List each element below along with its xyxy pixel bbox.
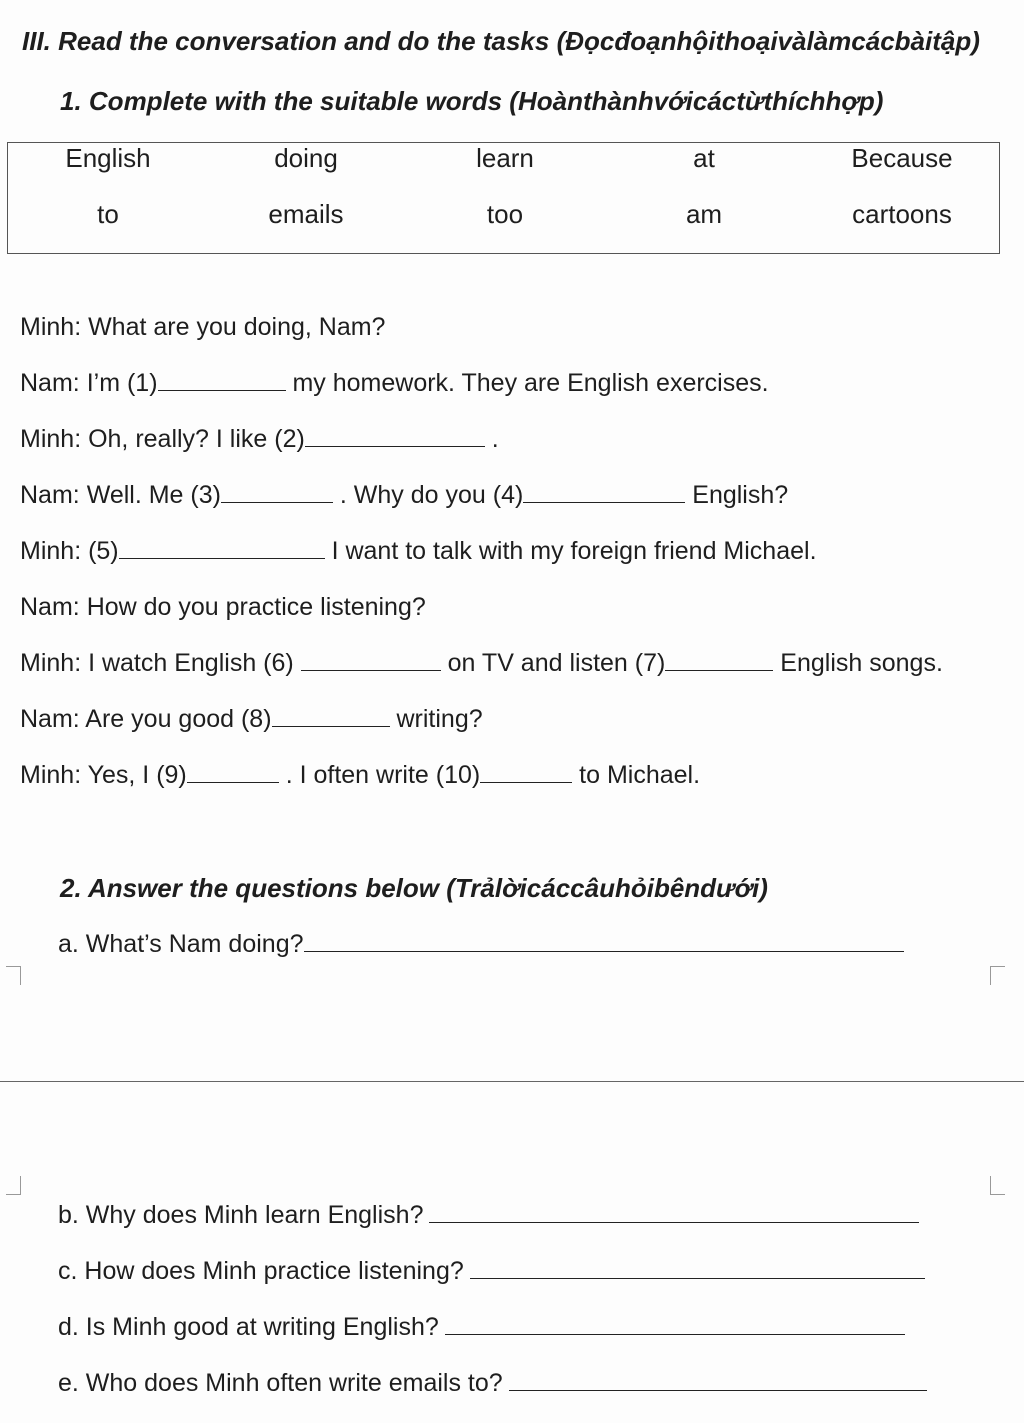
crop-mark — [6, 1176, 21, 1195]
blank-2[interactable] — [305, 426, 485, 447]
dialogue-line-1 — [20, 313, 385, 342]
dialogue-text: : Well. Me (3) — [72, 481, 221, 509]
speaker-name: Minh — [20, 425, 75, 453]
question-d — [58, 1313, 905, 1342]
speaker-name: Nam — [20, 705, 73, 733]
word-bank-item: too — [486, 199, 524, 229]
question-text: e. Who does Minh often write emails to? — [58, 1369, 503, 1397]
dialogue-text: : I’m (1) — [72, 369, 158, 397]
word-bank-item: cartoons — [852, 199, 952, 229]
question-a — [58, 930, 904, 959]
dialogue-line-7 — [20, 649, 943, 678]
word-bank-item: Because — [851, 143, 953, 173]
dialogue-text: English? — [685, 481, 789, 509]
speaker-name: Minh — [20, 313, 75, 341]
blank-7[interactable] — [665, 650, 773, 671]
dialogue-text: English songs. — [773, 649, 943, 677]
word-bank-item: English — [65, 143, 151, 173]
dialogue-text: . — [484, 425, 499, 453]
answer-line-a[interactable] — [304, 931, 904, 952]
question-text: d. Is Minh good at writing English? — [58, 1313, 439, 1341]
dialogue-line-4 — [20, 481, 788, 510]
question-c — [58, 1257, 925, 1286]
blank-5[interactable] — [119, 538, 325, 559]
dialogue-text: I want to talk with my foreign friend Michael. — [324, 537, 817, 565]
question-e — [58, 1369, 927, 1398]
dialogue-text: my homework. They are English exercises. — [285, 369, 769, 397]
dialogue-line-5 — [20, 537, 817, 566]
dialogue-text: : (5) — [74, 537, 119, 565]
crop-mark — [990, 966, 1005, 985]
question-b — [58, 1201, 919, 1230]
answer-line-c[interactable] — [470, 1258, 925, 1279]
speaker-name: Minh — [20, 761, 75, 789]
dialogue-line-8 — [20, 705, 483, 734]
page-divider — [0, 1081, 1024, 1082]
word-bank-item: am — [685, 199, 723, 229]
blank-9[interactable] — [187, 762, 279, 783]
task2-title: 2. Answer the questions below (Trảlờicáccâuhỏibêndưới) — [60, 873, 768, 903]
speaker-name: Nam — [20, 593, 73, 621]
crop-mark — [6, 966, 21, 985]
word-bank-item: doing — [274, 143, 338, 173]
blank-1[interactable] — [158, 370, 286, 391]
dialogue-text: writing? — [389, 705, 483, 733]
dialogue-line-6 — [20, 593, 426, 622]
speaker-name: Minh — [20, 649, 75, 677]
dialogue-text: . I often write (10) — [278, 761, 481, 789]
word-bank-item: emails — [268, 199, 344, 229]
answer-line-b[interactable] — [429, 1202, 919, 1223]
answer-line-d[interactable] — [445, 1314, 905, 1335]
question-text: b. Why does Minh learn English? — [58, 1201, 424, 1229]
dialogue-line-9 — [20, 761, 700, 790]
word-bank — [7, 142, 1000, 254]
dialogue-line-3 — [20, 425, 499, 454]
speaker-name: Nam — [20, 369, 73, 397]
dialogue-text: to Michael. — [572, 761, 701, 789]
blank-3[interactable] — [221, 482, 333, 503]
dialogue-text: on TV and listen (7) — [440, 649, 666, 677]
section-title: III. Read the conversation and do the tasks (Đọcđoạnhộithoạivàlàmcácbàitập) — [22, 26, 980, 56]
blank-6[interactable] — [301, 650, 441, 671]
word-bank-item: learn — [476, 143, 534, 173]
blank-8[interactable] — [272, 706, 390, 727]
answer-line-e[interactable] — [509, 1370, 927, 1391]
dialogue-text: : I watch English (6) — [74, 649, 301, 677]
speaker-name: Minh — [20, 537, 75, 565]
dialogue-text: . Why do you (4) — [332, 481, 524, 509]
blank-10[interactable] — [480, 762, 572, 783]
question-text: c. How does Minh practice listening? — [58, 1257, 464, 1285]
dialogue-text: : What are you doing, Nam? — [74, 313, 386, 341]
question-text: a. What’s Nam doing? — [58, 930, 304, 958]
dialogue-text: : Yes, I (9) — [74, 761, 187, 789]
dialogue-text: : How do you practice listening? — [72, 593, 426, 621]
dialogue-text: : Are you good (8) — [72, 705, 272, 733]
crop-mark — [990, 1176, 1005, 1195]
dialogue-text: : Oh, really? I like (2) — [74, 425, 305, 453]
word-bank-item: to — [97, 199, 119, 229]
task1-title: 1. Complete with the suitable words (Hoànthànhvớicáctừthíchhợp) — [60, 86, 884, 116]
dialogue-line-2 — [20, 369, 769, 398]
speaker-name: Nam — [20, 481, 73, 509]
word-bank-item: at — [693, 143, 715, 173]
blank-4[interactable] — [523, 482, 685, 503]
